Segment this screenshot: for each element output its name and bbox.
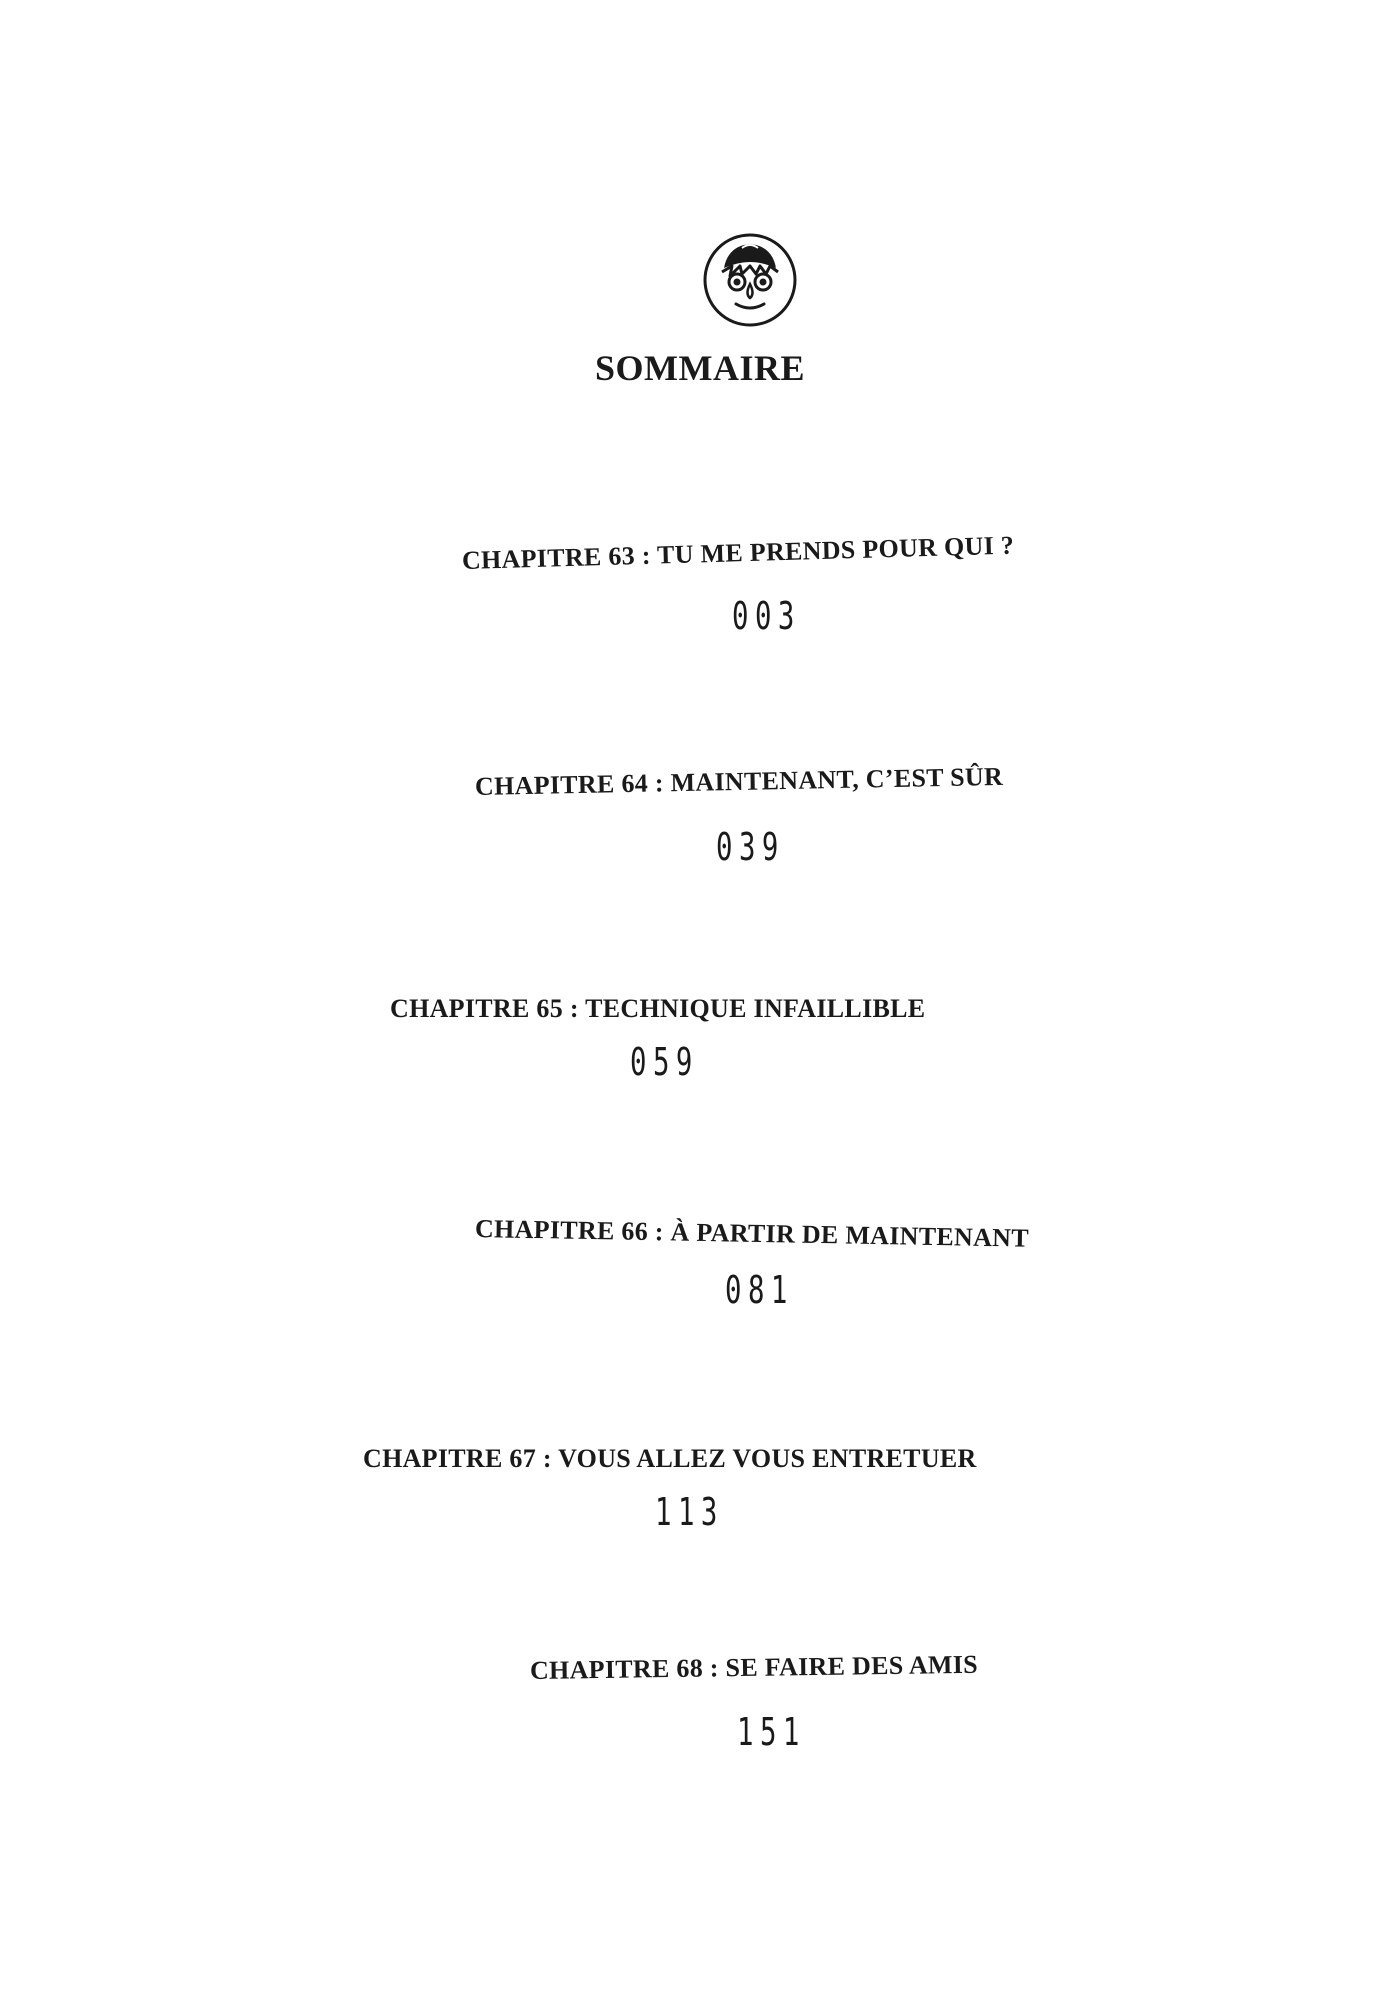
chapter-title: CHAPITRE 63 : TU ME PRENDS POUR QUI ?: [461, 530, 1015, 575]
chapter-page-number: 081: [725, 1268, 794, 1312]
chapter-title: CHAPITRE 66 : À PARTIR DE MAINTENANT: [474, 1214, 1030, 1253]
chapter-page-number: 003: [732, 594, 801, 638]
page-title: SOMMAIRE: [595, 348, 805, 388]
toc-entry: [461, 530, 1162, 696]
chapter-title: CHAPITRE 64 : MAINTENANT, C’EST SÛR: [474, 761, 1004, 801]
boy-face-icon: [702, 232, 798, 328]
toc-entry: [475, 1214, 1175, 1364]
toc-entry: [474, 761, 1175, 922]
chapter-page-number: 113: [655, 1490, 724, 1534]
chapter-title: CHAPITRE 65 : TECHNIQUE INFAILLIBLE: [390, 994, 926, 1023]
toc-entry: [529, 1649, 1230, 1806]
chapter-page-number: 151: [737, 1710, 806, 1754]
chapter-page-number: 059: [630, 1040, 699, 1084]
chapter-title: CHAPITRE 67 : VOUS ALLEZ VOUS ENTRETUER: [363, 1444, 977, 1473]
toc-entry: [363, 1444, 1063, 1594]
chapter-title: CHAPITRE 68 : SE FAIRE DES AMIS: [529, 1649, 979, 1685]
toc-entry: [390, 994, 1090, 1144]
chapter-page-number: 039: [716, 825, 785, 869]
